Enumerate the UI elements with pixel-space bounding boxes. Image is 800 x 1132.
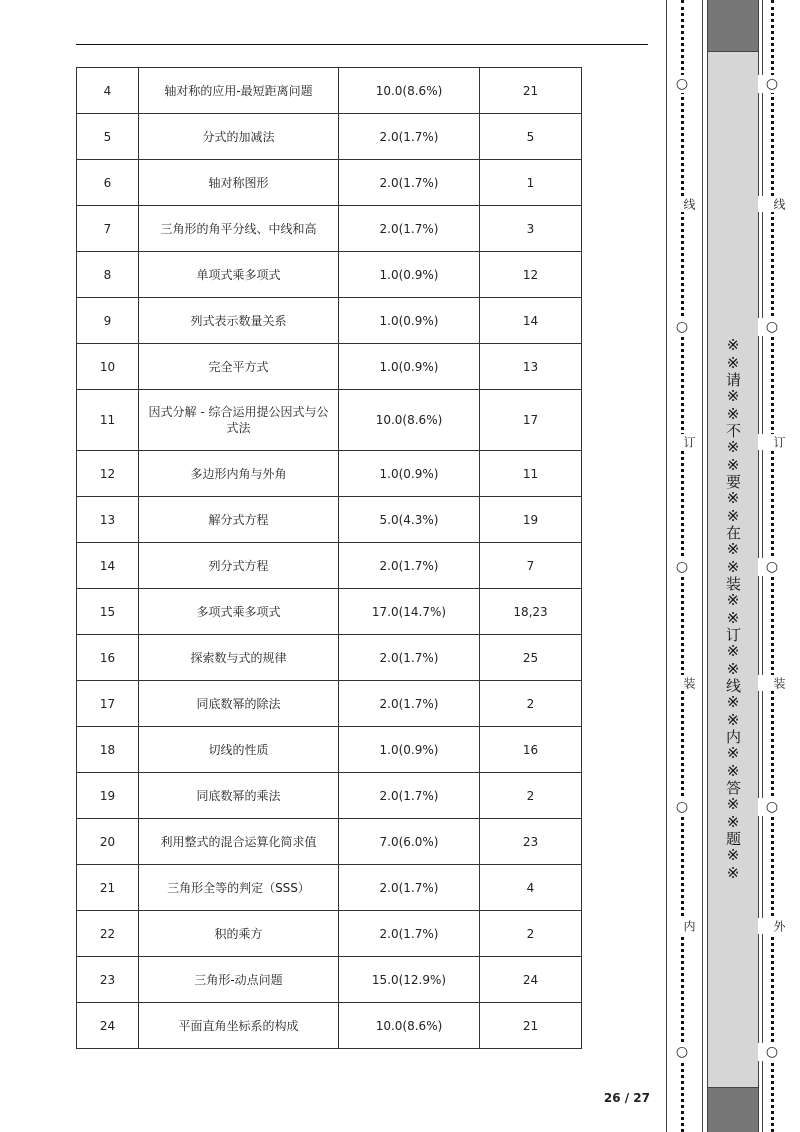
row-number-cell: 24 bbox=[77, 1003, 139, 1049]
topic-cell: 完全平方式 bbox=[139, 344, 339, 390]
table-row bbox=[77, 298, 582, 344]
topic-cell: 平面直角坐标系的构成 bbox=[139, 1003, 339, 1049]
table-row bbox=[77, 911, 582, 957]
score-cell: 1.0(0.9%) bbox=[339, 298, 480, 344]
topic-cell: 三角形-动点问题 bbox=[139, 957, 339, 1003]
table-row bbox=[77, 160, 582, 206]
score-cell: 10.0(8.6%) bbox=[339, 68, 480, 114]
topic-cell: 因式分解 - 综合运用提公因式与公式法 bbox=[139, 390, 339, 451]
row-number-cell: 23 bbox=[77, 957, 139, 1003]
row-number-cell: 7 bbox=[77, 206, 139, 252]
row-number-cell: 16 bbox=[77, 635, 139, 681]
question-numbers-cell: 17 bbox=[480, 390, 582, 451]
score-cell: 2.0(1.7%) bbox=[339, 543, 480, 589]
binding-char-mark: 订 bbox=[758, 434, 786, 450]
row-number-cell: 17 bbox=[77, 681, 139, 727]
row-number-cell: 22 bbox=[77, 911, 139, 957]
row-number-cell: 12 bbox=[77, 451, 139, 497]
topic-cell: 列分式方程 bbox=[139, 543, 339, 589]
table-row bbox=[77, 1003, 582, 1049]
question-numbers-cell: 21 bbox=[480, 1003, 582, 1049]
question-numbers-cell: 11 bbox=[480, 451, 582, 497]
question-numbers-cell: 5 bbox=[480, 114, 582, 160]
binding-frame-right bbox=[702, 0, 703, 1132]
binding-circle-mark: ○ bbox=[758, 798, 786, 816]
binding-char-mark: 线 bbox=[758, 196, 786, 212]
table-row bbox=[77, 451, 582, 497]
topic-cell: 积的乘方 bbox=[139, 911, 339, 957]
score-cell: 2.0(1.7%) bbox=[339, 635, 480, 681]
binding-circle-mark: ○ bbox=[758, 318, 786, 336]
score-cell: 10.0(8.6%) bbox=[339, 1003, 480, 1049]
table-row bbox=[77, 635, 582, 681]
table-row bbox=[77, 68, 582, 114]
table-body bbox=[77, 68, 582, 1049]
row-number-cell: 18 bbox=[77, 727, 139, 773]
question-numbers-cell: 12 bbox=[480, 252, 582, 298]
question-numbers-cell: 14 bbox=[480, 298, 582, 344]
topic-cell: 单项式乘多项式 bbox=[139, 252, 339, 298]
score-cell: 1.0(0.9%) bbox=[339, 727, 480, 773]
inner-binding-line bbox=[668, 0, 696, 1132]
table-row bbox=[77, 344, 582, 390]
binding-circle-mark: ○ bbox=[668, 558, 696, 576]
topic-cell: 探索数与式的规律 bbox=[139, 635, 339, 681]
binding-char-mark: 外 bbox=[758, 918, 786, 934]
score-cell: 17.0(14.7%) bbox=[339, 589, 480, 635]
table-row bbox=[77, 543, 582, 589]
row-number-cell: 20 bbox=[77, 819, 139, 865]
row-number-cell: 14 bbox=[77, 543, 139, 589]
page-number: 26 / 27 bbox=[603, 1091, 650, 1105]
score-cell: 2.0(1.7%) bbox=[339, 773, 480, 819]
score-cell: 1.0(0.9%) bbox=[339, 451, 480, 497]
score-cell: 2.0(1.7%) bbox=[339, 865, 480, 911]
header-rule bbox=[76, 44, 648, 45]
row-number-cell: 15 bbox=[77, 589, 139, 635]
score-cell: 1.0(0.9%) bbox=[339, 344, 480, 390]
row-number-cell: 10 bbox=[77, 344, 139, 390]
topic-cell: 同底数幂的乘法 bbox=[139, 773, 339, 819]
row-number-cell: 9 bbox=[77, 298, 139, 344]
score-cell: 7.0(6.0%) bbox=[339, 819, 480, 865]
knowledge-point-table bbox=[76, 67, 582, 1049]
score-cell: 2.0(1.7%) bbox=[339, 160, 480, 206]
topic-cell: 轴对称的应用-最短距离问题 bbox=[139, 68, 339, 114]
strip-cap-bottom bbox=[708, 1087, 758, 1132]
table-row bbox=[77, 206, 582, 252]
table-row bbox=[77, 819, 582, 865]
question-numbers-cell: 3 bbox=[480, 206, 582, 252]
row-number-cell: 4 bbox=[77, 68, 139, 114]
binding-char-mark: 装 bbox=[758, 675, 786, 691]
question-numbers-cell: 19 bbox=[480, 497, 582, 543]
table-row bbox=[77, 589, 582, 635]
binding-char-mark: 装 bbox=[668, 675, 696, 691]
row-number-cell: 5 bbox=[77, 114, 139, 160]
row-number-cell: 11 bbox=[77, 390, 139, 451]
score-cell: 10.0(8.6%) bbox=[339, 390, 480, 451]
score-cell: 2.0(1.7%) bbox=[339, 681, 480, 727]
score-cell: 2.0(1.7%) bbox=[339, 206, 480, 252]
table-row bbox=[77, 865, 582, 911]
topic-cell: 列式表示数量关系 bbox=[139, 298, 339, 344]
question-numbers-cell: 23 bbox=[480, 819, 582, 865]
binding-circle-mark: ○ bbox=[668, 1043, 696, 1061]
question-numbers-cell: 25 bbox=[480, 635, 582, 681]
topic-cell: 三角形全等的判定（SSS） bbox=[139, 865, 339, 911]
table-row bbox=[77, 497, 582, 543]
binding-circle-mark: ○ bbox=[758, 75, 786, 93]
binding-frame-left bbox=[666, 0, 667, 1132]
binding-char-mark: 线 bbox=[668, 196, 696, 212]
row-number-cell: 6 bbox=[77, 160, 139, 206]
binding-char-mark: 内 bbox=[668, 918, 696, 934]
score-cell: 1.0(0.9%) bbox=[339, 252, 480, 298]
topic-cell: 三角形的角平分线、中线和高 bbox=[139, 206, 339, 252]
topic-cell: 利用整式的混合运算化简求值 bbox=[139, 819, 339, 865]
topic-cell: 同底数幂的除法 bbox=[139, 681, 339, 727]
binding-circle-mark: ○ bbox=[668, 318, 696, 336]
question-numbers-cell: 7 bbox=[480, 543, 582, 589]
score-cell: 5.0(4.3%) bbox=[339, 497, 480, 543]
score-cell: 15.0(12.9%) bbox=[339, 957, 480, 1003]
table-row bbox=[77, 681, 582, 727]
table-row bbox=[77, 773, 582, 819]
question-numbers-cell: 24 bbox=[480, 957, 582, 1003]
table-row bbox=[77, 957, 582, 1003]
table-row bbox=[77, 727, 582, 773]
table-row bbox=[77, 114, 582, 160]
topic-cell: 轴对称图形 bbox=[139, 160, 339, 206]
question-numbers-cell: 13 bbox=[480, 344, 582, 390]
score-cell: 2.0(1.7%) bbox=[339, 911, 480, 957]
topic-cell: 多边形内角与外角 bbox=[139, 451, 339, 497]
row-number-cell: 21 bbox=[77, 865, 139, 911]
question-numbers-cell: 16 bbox=[480, 727, 582, 773]
topic-cell: 解分式方程 bbox=[139, 497, 339, 543]
binding-char-mark: 订 bbox=[668, 434, 696, 450]
question-numbers-cell: 2 bbox=[480, 911, 582, 957]
binding-notice-text: ※※请※※不※※要※※在※※装※※订※※线※※内※※答※※题※※ bbox=[724, 336, 742, 882]
outer-binding-line bbox=[758, 0, 786, 1132]
topic-cell: 切线的性质 bbox=[139, 727, 339, 773]
question-numbers-cell: 1 bbox=[480, 160, 582, 206]
question-numbers-cell: 4 bbox=[480, 865, 582, 911]
row-number-cell: 19 bbox=[77, 773, 139, 819]
binding-notice-strip bbox=[707, 0, 759, 1132]
binding-circle-mark: ○ bbox=[758, 1043, 786, 1061]
table-row bbox=[77, 252, 582, 298]
row-number-cell: 8 bbox=[77, 252, 139, 298]
question-numbers-cell: 2 bbox=[480, 773, 582, 819]
score-cell: 2.0(1.7%) bbox=[339, 114, 480, 160]
topic-cell: 分式的加减法 bbox=[139, 114, 339, 160]
binding-circle-mark: ○ bbox=[668, 798, 696, 816]
binding-circle-mark: ○ bbox=[758, 558, 786, 576]
row-number-cell: 13 bbox=[77, 497, 139, 543]
topic-cell: 多项式乘多项式 bbox=[139, 589, 339, 635]
question-numbers-cell: 21 bbox=[480, 68, 582, 114]
binding-circle-mark: ○ bbox=[668, 75, 696, 93]
question-numbers-cell: 18,23 bbox=[480, 589, 582, 635]
table-row bbox=[77, 390, 582, 451]
question-numbers-cell: 2 bbox=[480, 681, 582, 727]
strip-cap-top bbox=[708, 0, 758, 52]
